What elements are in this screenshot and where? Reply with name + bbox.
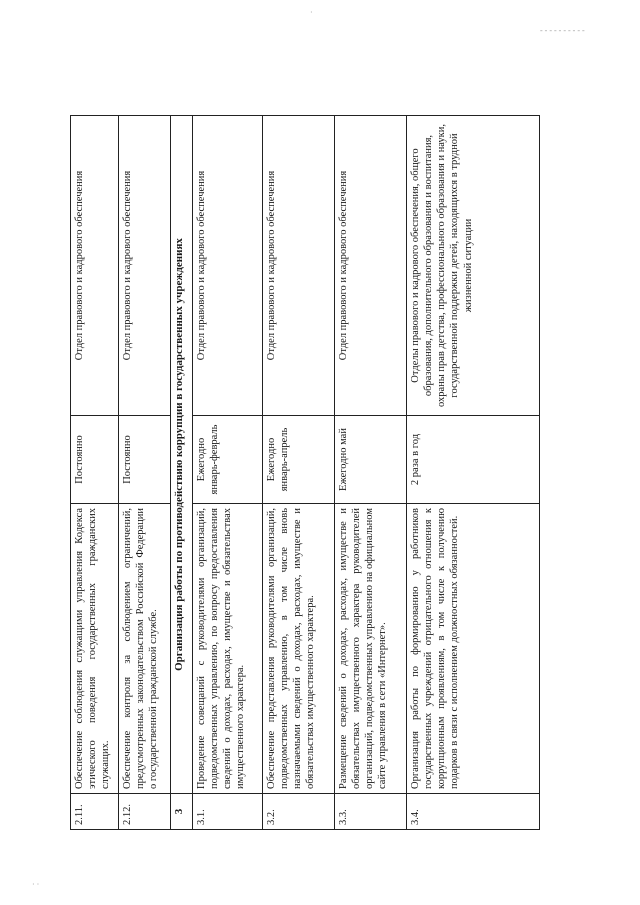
table-row [263, 116, 335, 830]
row-term: Постоянно [71, 416, 119, 504]
row-department: Отдел правового и кадрового обеспечения [119, 116, 171, 416]
section-row [171, 116, 193, 830]
row-term: Ежегодно январь-февраль [193, 416, 263, 504]
row-term: Ежегодно май [335, 416, 407, 504]
row-description: Организация работы по формированию у работников государственных учреждений отрицательного отношения к коррупционным проявлениям, в том числе к получению подарков в связи с исполнением должностных обязанностей. [407, 504, 540, 794]
row-description: Обеспечение контроля за соблюдением ограничений, предусмотренных законодательством Российской Федерации о государственной гражданской службе. [119, 504, 171, 794]
row-department: Отдел правового и кадрового обеспечения [193, 116, 263, 416]
scan-mark-bottom: · · [32, 880, 40, 889]
table-row [193, 116, 263, 830]
row-term: Постоянно [119, 416, 171, 504]
table-row [71, 116, 119, 830]
row-number: 3.1. [193, 794, 263, 830]
row-department: Отдел правового и кадрового обеспечения [71, 116, 119, 416]
table-row [407, 116, 540, 830]
row-number: 2.11. [71, 794, 119, 830]
row-number: 3.2. [263, 794, 335, 830]
row-term: 2 раза в год [407, 416, 540, 504]
row-department: Отделы правового и кадрового обеспечения, общего образования, дополнительного образования и воспитания, охраны прав детства, профессионального образования и науки, государственной поддержки детей, находящихся в трудной жизненной ситуации [407, 116, 540, 416]
section-number: 3 [171, 794, 193, 830]
row-department: Отдел правового и кадрового обеспечения [263, 116, 335, 416]
scan-mark-top: · [310, 8, 313, 17]
section-title: Организация работы по противодействию коррупции в государственных учреждениях [171, 116, 193, 794]
row-description: Обеспечение соблюдения служащими управления Кодекса этического поведения государственных гражданских служащих. [71, 504, 119, 794]
row-description: Обеспечение представления руководителями организаций, подведомственных управлению, в том числе вновь назначаемыми сведений о доходах, расходах, имуществе и обязательствах имущественного характера. [263, 504, 335, 794]
table-row [119, 116, 171, 830]
row-description: Размещение сведений о доходах, расходах, имуществе и обязательствах имущественного характера руководителей организаций, подведомственных управлению на официальном сайте управления в сети «Интернет». [335, 504, 407, 794]
row-term: Ежегодно январь-апрель [263, 416, 335, 504]
row-department: Отдел правового и кадрового обеспечения [335, 116, 407, 416]
table-row [335, 116, 407, 830]
row-number: 2.12. [119, 794, 171, 830]
rotated-table-page [70, 115, 540, 830]
measures-table [70, 115, 540, 830]
row-number: 3.4. [407, 794, 540, 830]
scan-mark-corner: - - - - - - - - - - [540, 26, 585, 35]
row-description: Проведение совещаний с руководителями организаций, подведомственных управлению, по вопросу предоставления сведений о доходах, расходах, имуществе и обязательствах имущественного характера. [193, 504, 263, 794]
row-number: 3.3. [335, 794, 407, 830]
